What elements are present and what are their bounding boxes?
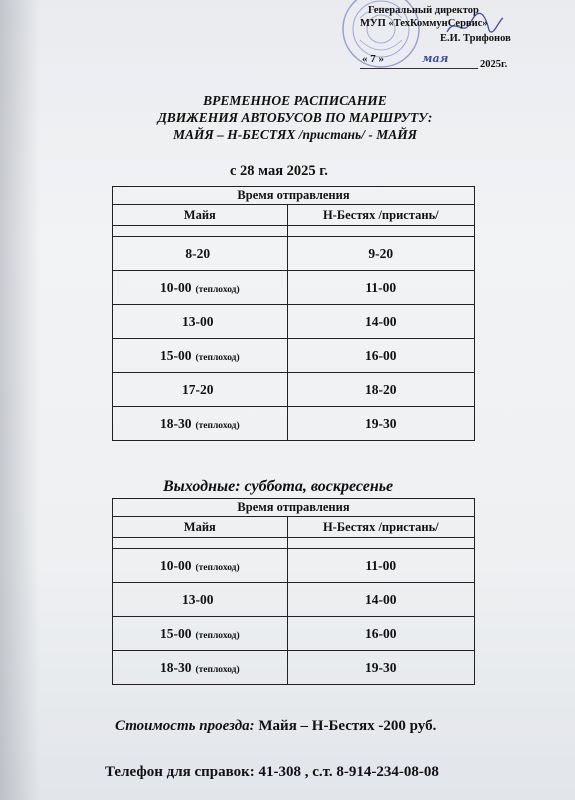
table-row bbox=[113, 373, 475, 407]
spacer-cell bbox=[287, 226, 474, 237]
row-note: (теплоход) bbox=[195, 664, 240, 675]
effective-date: с 28 мая 2025 г. bbox=[230, 163, 328, 179]
page-shadow bbox=[0, 0, 40, 800]
weekend-schedule-table bbox=[112, 498, 475, 685]
departure-time: 18-30 bbox=[159, 659, 192, 675]
row-note: (теплоход) bbox=[195, 562, 240, 573]
table-row bbox=[113, 617, 475, 651]
table-row bbox=[113, 305, 475, 339]
title-line-2: ДВИЖЕНИЯ АВТОБУСОВ ПО МАРШРУТУ: bbox=[157, 110, 433, 125]
approval-company: МУП «ТехКоммунСервис» bbox=[360, 18, 488, 29]
table-row bbox=[113, 339, 475, 373]
approval-position: Генеральный директор bbox=[368, 5, 479, 16]
column-header-right: Н-Бестях /пристань/ bbox=[287, 205, 474, 226]
table-header: Время отправления bbox=[113, 187, 475, 205]
weekday-schedule-table bbox=[112, 186, 475, 441]
row-note: (теплоход) bbox=[195, 284, 240, 295]
departure-time: 13-00 bbox=[182, 313, 214, 329]
weekend-title: Выходные: суббота, воскресенье bbox=[163, 478, 394, 495]
arrival-time: 18-20 bbox=[287, 373, 474, 407]
departure-time: 8-20 bbox=[185, 245, 211, 261]
table-row bbox=[113, 237, 475, 271]
spacer-cell bbox=[287, 538, 474, 549]
departure-time: 10-00 bbox=[159, 279, 192, 295]
departure-time: 13-00 bbox=[182, 591, 214, 607]
table-header: Время отправления bbox=[113, 499, 475, 517]
row-note: (теплоход) bbox=[195, 352, 240, 363]
arrival-time: 14-00 bbox=[287, 583, 474, 617]
arrival-time: 11-00 bbox=[287, 549, 474, 583]
column-header-left: Майя bbox=[113, 205, 288, 226]
departure-time: 15-00 bbox=[159, 347, 192, 363]
title-line-1: ВРЕМЕННОЕ РАСПИСАНИЕ bbox=[203, 93, 387, 108]
table-row bbox=[113, 651, 475, 685]
fare-info bbox=[115, 718, 436, 735]
column-header-right: Н-Бестях /пристань/ bbox=[287, 517, 474, 538]
phone-info: Телефон для справок: 41-308 , с.т. 8-914-234-08-08 bbox=[105, 764, 439, 780]
spacer-cell bbox=[113, 538, 288, 549]
approval-year: 2025г. bbox=[480, 59, 508, 70]
approval-name: Е.И. Трифонов bbox=[440, 33, 511, 44]
arrival-time: 16-00 bbox=[287, 339, 474, 373]
arrival-time: 19-30 bbox=[287, 651, 474, 685]
table-row bbox=[113, 271, 475, 305]
row-note: (теплоход) bbox=[195, 420, 240, 431]
arrival-time: 11-00 bbox=[287, 271, 474, 305]
approval-day: « 7 » bbox=[362, 53, 384, 65]
departure-time: 15-00 bbox=[159, 625, 192, 641]
fare-value: Майя – Н-Бестях -200 руб. bbox=[258, 718, 437, 734]
approval-month: мая bbox=[422, 52, 449, 65]
departure-time: 10-00 bbox=[159, 557, 192, 573]
table-row bbox=[113, 407, 475, 441]
arrival-time: 19-30 bbox=[287, 407, 474, 441]
table-row bbox=[113, 549, 475, 583]
title-line-3: МАЙЯ – Н-БЕСТЯХ /пристань/ - МАЙЯ bbox=[172, 127, 418, 142]
departure-time: 18-30 bbox=[159, 415, 192, 431]
arrival-time: 14-00 bbox=[287, 305, 474, 339]
arrival-time: 16-00 bbox=[287, 617, 474, 651]
arrival-time: 9-20 bbox=[287, 237, 474, 271]
table-row bbox=[113, 583, 475, 617]
column-header-left: Майя bbox=[113, 517, 288, 538]
row-note: (теплоход) bbox=[195, 630, 240, 641]
spacer-cell bbox=[113, 226, 288, 237]
departure-time: 17-20 bbox=[182, 381, 214, 397]
fare-label: Стоимость проезда: bbox=[115, 718, 255, 734]
